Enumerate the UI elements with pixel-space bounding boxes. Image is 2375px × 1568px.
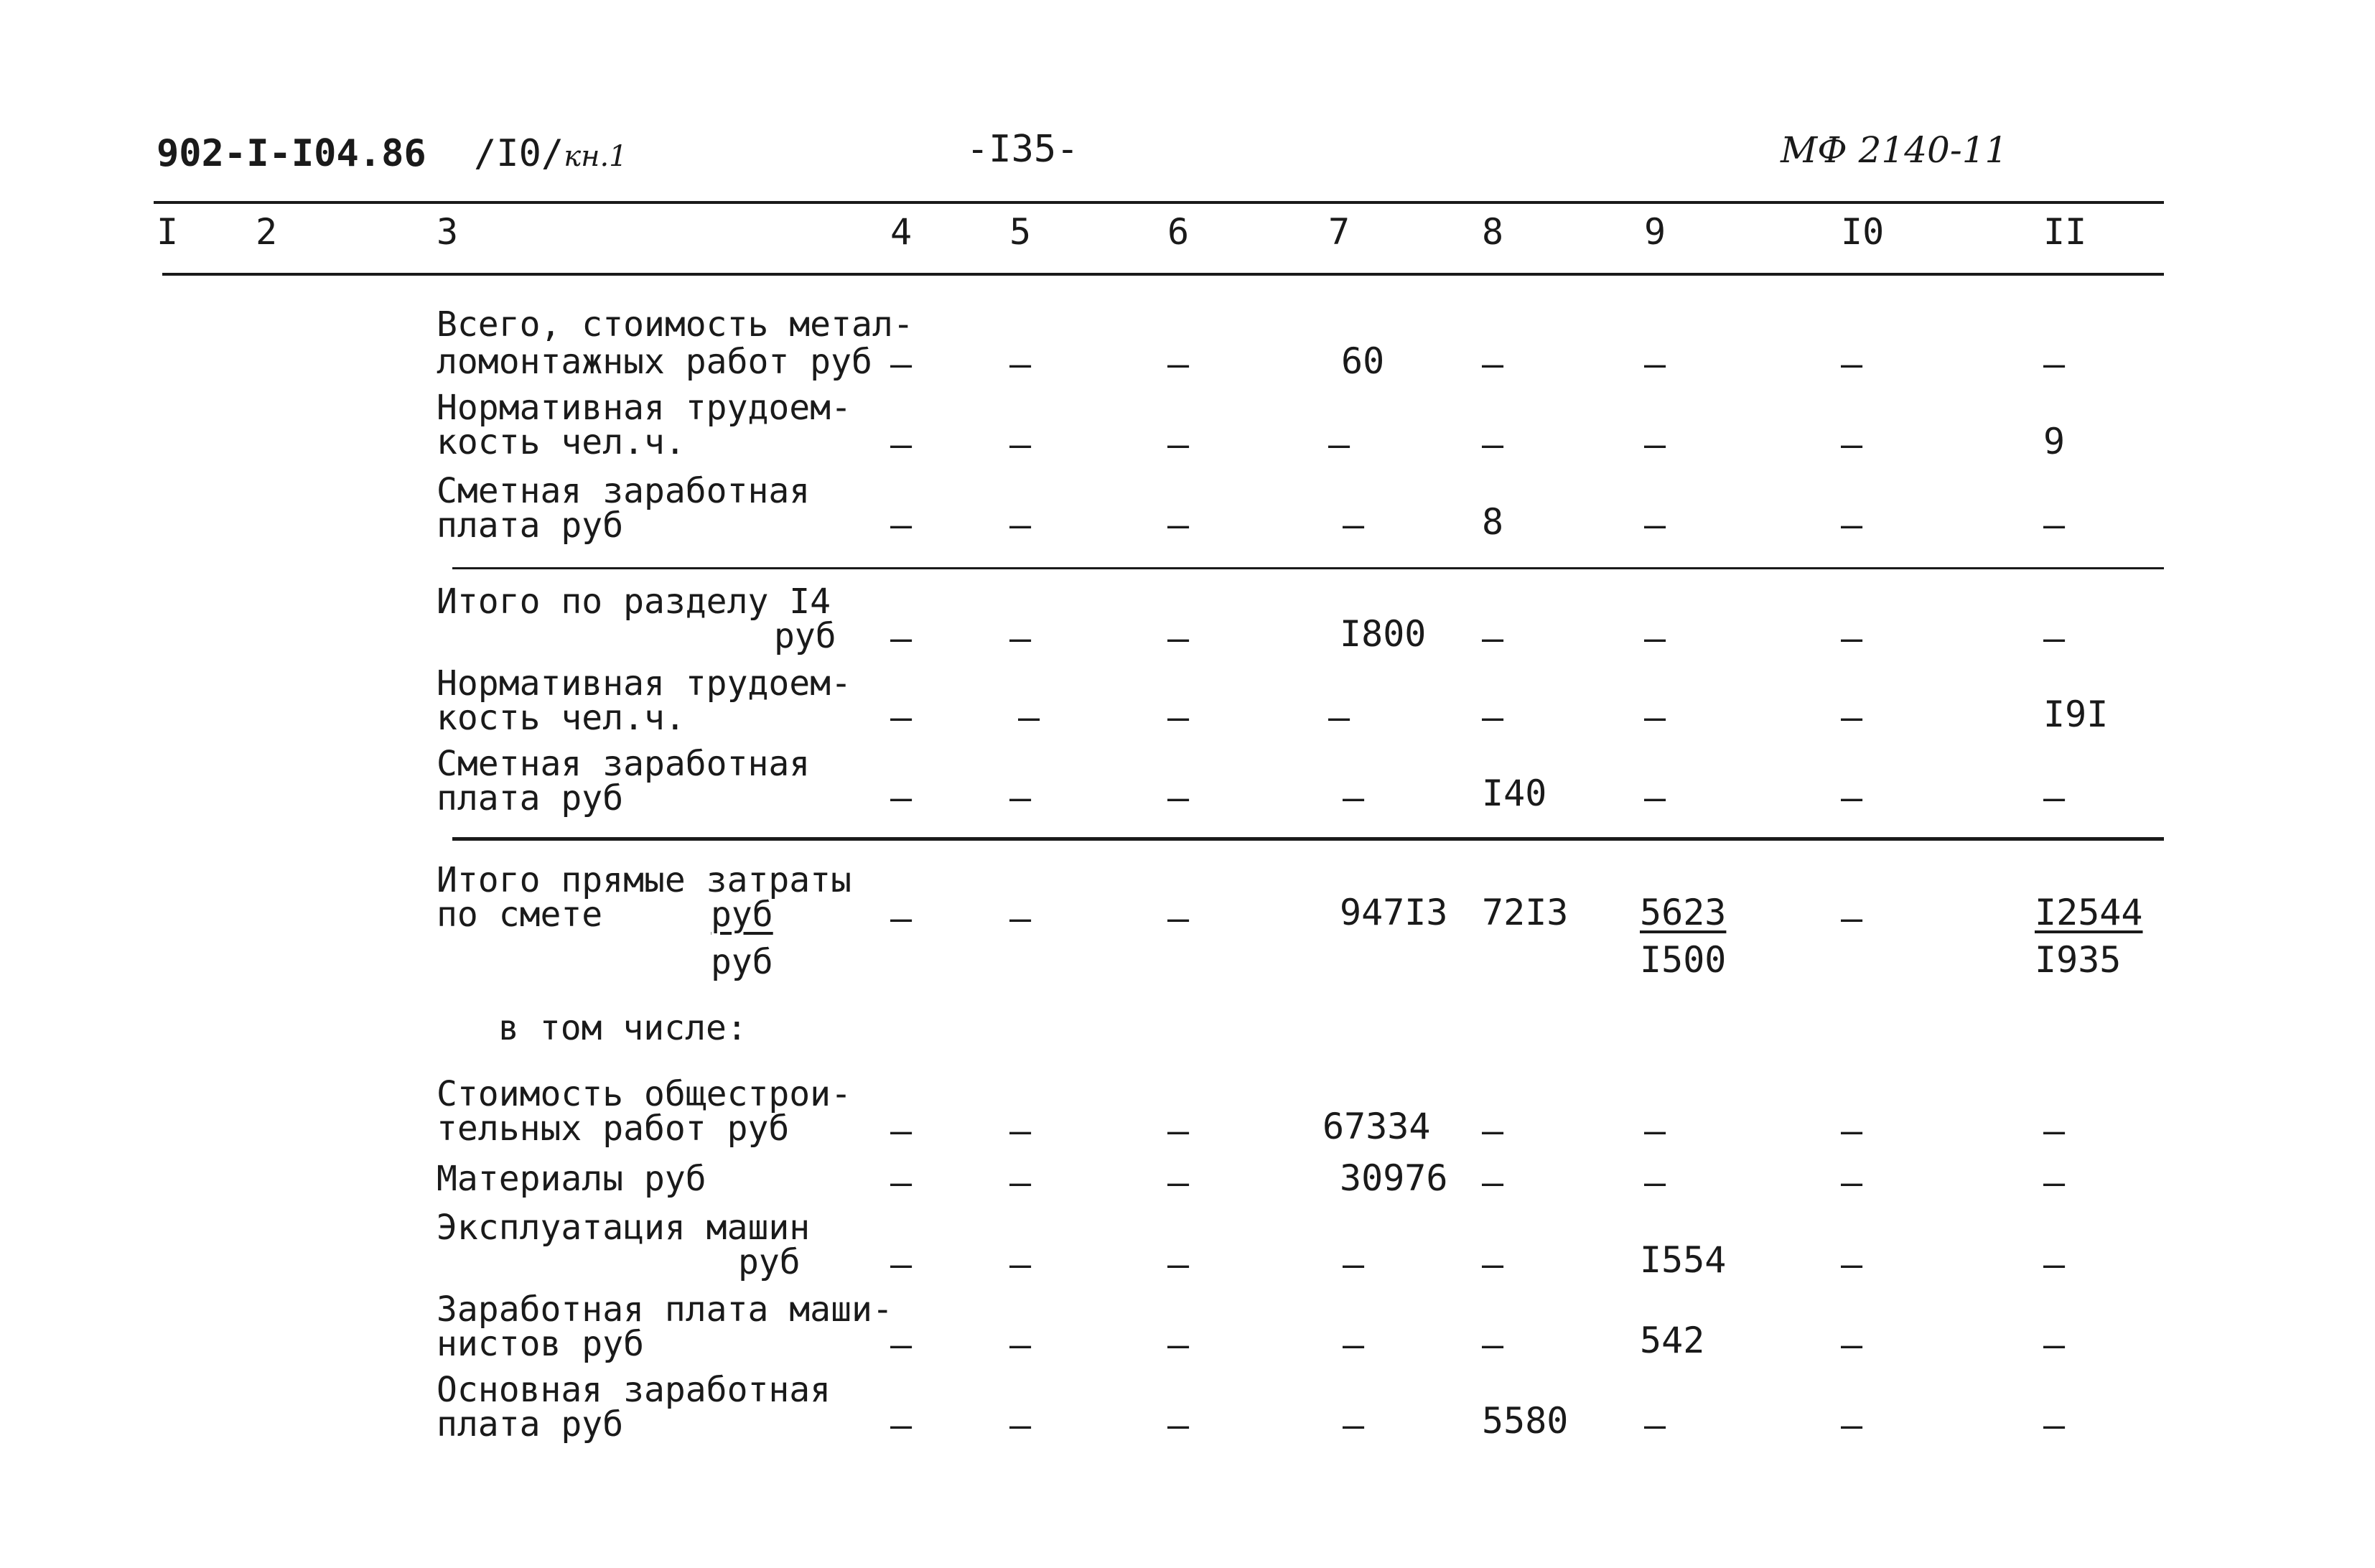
cell-dash: – <box>1328 424 1350 465</box>
cell-dash: – <box>1009 1243 1032 1285</box>
cell-dash: – <box>1841 424 1863 465</box>
top-rule <box>154 201 2164 204</box>
row-unit: руб <box>711 942 773 982</box>
cell-dash: – <box>1482 1162 1504 1203</box>
column-header-8: 8 <box>1482 211 1504 253</box>
cell-value: I554 <box>1640 1239 1727 1281</box>
cell-dash: – <box>2043 504 2066 546</box>
cell-dash: – <box>1644 343 1666 385</box>
cell-dash: – <box>1343 504 1365 546</box>
row-label-line: Эксплуатация машин <box>437 1208 811 1248</box>
row-label-line: Стоимость общестрои- <box>437 1074 851 1114</box>
cell-dash: – <box>1644 617 1666 659</box>
cell-value: 72I3 <box>1482 892 1569 933</box>
row-label-line: нистов руб <box>437 1324 644 1364</box>
cell-dash: – <box>890 897 913 939</box>
subheading-including: в том числе: <box>498 1008 747 1048</box>
cell-dash: – <box>1841 1162 1863 1203</box>
cell-dash: – <box>890 424 913 465</box>
row-label-line: Нормативная трудоем- <box>437 663 851 704</box>
document-code: 902-I-I04.86 <box>157 132 426 175</box>
row-label-line: Всего, стоимость метал- <box>437 304 914 345</box>
cell-value: 30976 <box>1340 1157 1448 1199</box>
volume-number <box>474 132 627 175</box>
volume-handwritten-note: кн.1 <box>564 140 627 173</box>
cell-dash: – <box>1343 1404 1365 1446</box>
row-label-line: Сметная заработная <box>437 744 811 784</box>
cell-dash: – <box>1167 777 1190 818</box>
cell-dash: – <box>1009 777 1032 818</box>
row-label-line: ломонтажных работ руб <box>437 342 872 382</box>
cell-value-fraction-bottom: I935 <box>2035 939 2122 981</box>
row-label-labor-intensity <box>437 663 851 738</box>
column-header-4: 4 <box>890 211 913 253</box>
cell-dash: – <box>1644 696 1666 738</box>
column-header-7: 7 <box>1328 211 1350 253</box>
row-label-materials <box>437 1159 706 1199</box>
page-number: -I35- <box>966 128 1079 171</box>
row-label-line: кость чел.ч. <box>437 698 686 738</box>
cell-dash: – <box>1841 617 1863 659</box>
column-header-5: 5 <box>1009 211 1032 253</box>
cell-dash: – <box>1482 343 1504 385</box>
row-label-line: Сметная заработная <box>437 471 811 511</box>
row-label-line: Нормативная трудоем- <box>437 388 851 428</box>
row-unit: руб <box>711 895 773 935</box>
row-label-estimated-wages <box>437 744 811 818</box>
row-label-line: руб <box>774 616 836 656</box>
cell-dash: – <box>1841 1404 1863 1446</box>
cell-dash: – <box>1841 1110 1863 1152</box>
row-label-line: плата руб <box>437 505 624 546</box>
row-label-line: руб <box>738 1242 801 1282</box>
cell-dash: – <box>890 696 913 738</box>
cell-dash: – <box>1644 504 1666 546</box>
column-header-2: 2 <box>256 211 278 253</box>
row-label-line: Итого прямые затраты <box>437 860 851 900</box>
cell-dash: – <box>890 617 913 659</box>
cell-dash: – <box>1841 777 1863 818</box>
cell-dash: – <box>1167 1162 1190 1203</box>
cell-dash: – <box>1167 424 1190 465</box>
cell-dash: – <box>1009 1324 1032 1366</box>
row-label-line: Основная заработная <box>437 1370 831 1410</box>
cell-value: 947I3 <box>1340 892 1448 933</box>
section-rule <box>452 837 2164 841</box>
cell-dash: – <box>1009 617 1032 659</box>
cell-value-fraction-bottom: I500 <box>1640 939 1727 981</box>
cell-dash: – <box>1018 696 1040 738</box>
row-label-line: кость чел.ч. <box>437 422 686 462</box>
cell-dash: – <box>1009 343 1032 385</box>
cell-dash: – <box>2043 1404 2066 1446</box>
cell-dash: – <box>890 777 913 818</box>
cell-dash: – <box>1841 897 1863 939</box>
cell-dash: – <box>890 504 913 546</box>
row-label-line: тельных работ руб <box>437 1109 790 1149</box>
row-label-general-construction <box>437 1074 851 1149</box>
cell-dash: – <box>1482 424 1504 465</box>
row-label-line: плата руб <box>437 1404 624 1445</box>
cell-dash: – <box>2043 1162 2066 1203</box>
cell-dash: – <box>1167 1404 1190 1446</box>
cell-dash: – <box>1482 1110 1504 1152</box>
row-label-line: Итого по разделу I4 <box>437 582 831 622</box>
cell-dash: – <box>2043 617 2066 659</box>
cell-dash: – <box>1328 696 1350 738</box>
cell-value: 542 <box>1640 1320 1705 1361</box>
cell-dash: – <box>1841 1243 1863 1285</box>
row-label-total-metal-works <box>437 304 914 382</box>
cell-dash: – <box>1167 897 1190 939</box>
cell-dash: – <box>1482 1324 1504 1366</box>
cell-value: 8 <box>1482 501 1504 543</box>
cell-dash: – <box>1482 617 1504 659</box>
row-label-labor-intensity <box>437 388 851 462</box>
cell-dash: – <box>1343 1243 1365 1285</box>
cell-dash: – <box>1644 1110 1666 1152</box>
cell-value: 9 <box>2043 421 2066 462</box>
cell-value-fraction-top: I2544 <box>2035 892 2143 933</box>
row-label-line: Заработная плата маши- <box>437 1289 893 1330</box>
column-header-3: 3 <box>437 211 459 253</box>
cell-dash: – <box>1009 424 1032 465</box>
cell-dash: – <box>1841 696 1863 738</box>
cell-dash: – <box>2043 1324 2066 1366</box>
cell-dash: – <box>1009 1110 1032 1152</box>
row-label-basic-wages <box>437 1370 831 1445</box>
cell-dash: – <box>1482 696 1504 738</box>
row-label-operator-wages <box>437 1289 893 1364</box>
row-label-direct-costs <box>437 860 851 935</box>
cell-dash: – <box>1167 696 1190 738</box>
cell-dash: – <box>1009 897 1032 939</box>
column-header-11: II <box>2043 211 2087 253</box>
cell-dash: – <box>2043 1243 2066 1285</box>
cell-dash: – <box>890 1404 913 1446</box>
row-label-section-total <box>437 582 836 656</box>
volume-label: /I0/ <box>474 132 564 175</box>
cell-dash: – <box>1482 1243 1504 1285</box>
cell-dash: – <box>890 1243 913 1285</box>
column-header-1: I <box>157 211 179 253</box>
cell-value: 5580 <box>1482 1400 1569 1442</box>
cell-value: I9I <box>2043 694 2109 735</box>
cell-dash: – <box>1841 504 1863 546</box>
cell-dash: – <box>1644 1404 1666 1446</box>
cell-dash: – <box>890 1324 913 1366</box>
cell-dash: – <box>1841 343 1863 385</box>
cell-dash: – <box>1343 1324 1365 1366</box>
row-label-line: по смете <box>437 895 603 935</box>
cell-value: I40 <box>1482 773 1547 814</box>
cell-dash: – <box>1167 1324 1190 1366</box>
cell-dash: – <box>890 1162 913 1203</box>
row-label-line: плата руб <box>437 778 624 818</box>
cell-dash: – <box>1841 1324 1863 1366</box>
cell-dash: – <box>1167 1243 1190 1285</box>
section-rule <box>452 567 2164 569</box>
cell-dash: – <box>1167 1110 1190 1152</box>
cell-value: 60 <box>1341 340 1385 382</box>
cell-dash: – <box>2043 343 2066 385</box>
cell-dash: – <box>1167 617 1190 659</box>
cell-dash: – <box>1009 1404 1032 1446</box>
cell-dash: – <box>1167 504 1190 546</box>
column-header-9: 9 <box>1644 211 1666 253</box>
cell-dash: – <box>890 343 913 385</box>
row-label-estimated-wages <box>437 471 811 546</box>
column-header-6: 6 <box>1167 211 1190 253</box>
cell-dash: – <box>890 1110 913 1152</box>
cell-dash: – <box>2043 777 2066 818</box>
cell-dash: – <box>1009 1162 1032 1203</box>
row-label-line: Материалы руб <box>437 1159 706 1199</box>
row-label-machine-operation <box>437 1208 811 1282</box>
cell-value-fraction-top: 5623 <box>1640 892 1727 933</box>
cell-value: I800 <box>1340 613 1427 655</box>
cell-dash: – <box>1644 1162 1666 1203</box>
column-header-rule <box>162 273 2164 276</box>
cell-dash: – <box>1644 777 1666 818</box>
cell-dash: – <box>1167 343 1190 385</box>
cell-dash: – <box>2043 1110 2066 1152</box>
cell-dash: – <box>1343 777 1365 818</box>
cell-dash: – <box>1009 504 1032 546</box>
cell-value: 67334 <box>1322 1106 1431 1147</box>
archive-reference: МФ 2140-11 <box>1781 129 2008 171</box>
cell-dash: – <box>1644 424 1666 465</box>
column-header-10: I0 <box>1841 211 1885 253</box>
